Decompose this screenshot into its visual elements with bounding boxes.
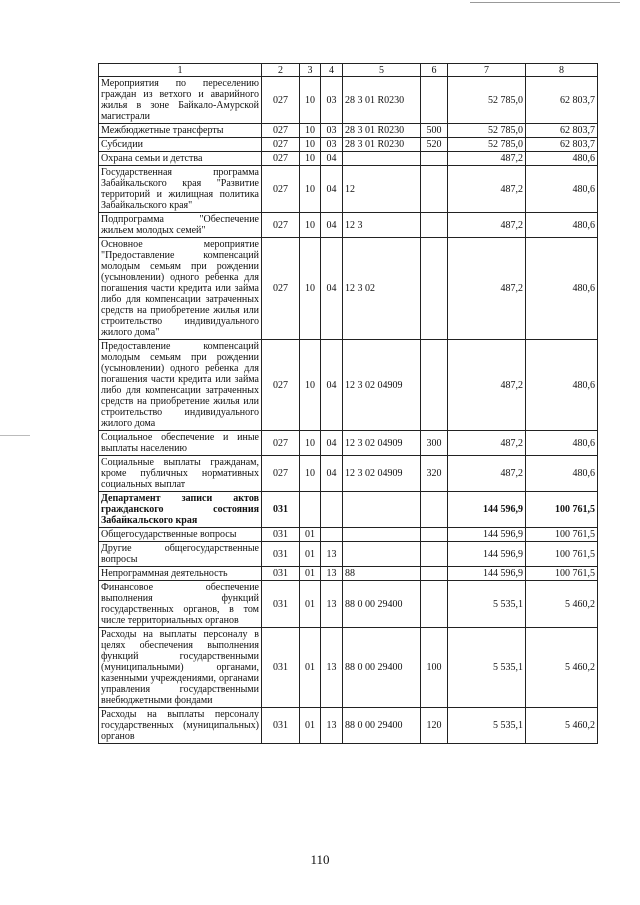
- table-row: [99, 528, 598, 542]
- row-name-cell: Социальные выплаты гражданам, кроме публичных нормативных социальных выплат: [99, 456, 262, 492]
- subsection-code-cell: 13: [321, 542, 343, 567]
- ved-code-cell: 027: [262, 456, 300, 492]
- ved-code-cell: 031: [262, 628, 300, 708]
- section-code-cell: 10: [300, 456, 321, 492]
- ved-code-cell: 027: [262, 166, 300, 213]
- subsection-code-cell: 04: [321, 166, 343, 213]
- header-cell: 1: [99, 64, 262, 77]
- amount-year1-cell: 52 785,0: [448, 77, 526, 124]
- target-article-cell: 12: [343, 166, 421, 213]
- header-cell: 3: [300, 64, 321, 77]
- table-row: [99, 238, 598, 340]
- amount-year2-cell: 480,6: [526, 238, 598, 340]
- subsection-code-cell: 04: [321, 456, 343, 492]
- table-header-row: [99, 64, 598, 77]
- page-number: 110: [310, 852, 330, 867]
- target-article-cell: 12 3: [343, 213, 421, 238]
- row-name-cell: Расходы на выплаты персоналу в целях обеспечения выполнения функций государственными (муниципальными) органами, казенными учреждениями, органами управления государственными внебюджетными фондами: [99, 628, 262, 708]
- scan-edge-mark: [0, 435, 30, 436]
- expense-type-cell: 100: [421, 628, 448, 708]
- section-code-cell: 10: [300, 124, 321, 138]
- ved-code-cell: 027: [262, 238, 300, 340]
- expense-type-cell: [421, 528, 448, 542]
- ved-code-cell: 031: [262, 542, 300, 567]
- table-row: [99, 340, 598, 431]
- amount-year2-cell: 480,6: [526, 166, 598, 213]
- row-name-cell: Другие общегосударственные вопросы: [99, 542, 262, 567]
- amount-year2-cell: 480,6: [526, 152, 598, 166]
- ved-code-cell: 027: [262, 152, 300, 166]
- subsection-code-cell: 04: [321, 431, 343, 456]
- section-code-cell: 10: [300, 238, 321, 340]
- amount-year1-cell: 487,2: [448, 152, 526, 166]
- target-article-cell: 28 3 01 R0230: [343, 138, 421, 152]
- amount-year2-cell: 5 460,2: [526, 581, 598, 628]
- amount-year2-cell: 5 460,2: [526, 628, 598, 708]
- amount-year2-cell: 5 460,2: [526, 708, 598, 744]
- amount-year1-cell: 144 596,9: [448, 567, 526, 581]
- amount-year2-cell: 100 761,5: [526, 492, 598, 528]
- target-article-cell: 88 0 00 29400: [343, 708, 421, 744]
- row-name-cell: Субсидии: [99, 138, 262, 152]
- section-code-cell: [300, 492, 321, 528]
- amount-year2-cell: 480,6: [526, 340, 598, 431]
- row-name-cell: Социальное обеспечение и иные выплаты населению: [99, 431, 262, 456]
- row-name-cell: Финансовое обеспечение выполнения функций государственных органов, в том числе территориальных органов: [99, 581, 262, 628]
- target-article-cell: 12 3 02: [343, 238, 421, 340]
- section-code-cell: 01: [300, 581, 321, 628]
- subsection-code-cell: 13: [321, 581, 343, 628]
- expense-type-cell: [421, 166, 448, 213]
- subsection-code-cell: [321, 492, 343, 528]
- amount-year2-cell: 480,6: [526, 431, 598, 456]
- header-cell: 2: [262, 64, 300, 77]
- section-code-cell: 10: [300, 166, 321, 213]
- header-cell: 5: [343, 64, 421, 77]
- ved-code-cell: 027: [262, 138, 300, 152]
- ved-code-cell: 027: [262, 213, 300, 238]
- ved-code-cell: 031: [262, 492, 300, 528]
- table-row: [99, 124, 598, 138]
- amount-year1-cell: 487,2: [448, 166, 526, 213]
- ved-code-cell: 031: [262, 528, 300, 542]
- amount-year2-cell: 480,6: [526, 213, 598, 238]
- section-code-cell: 10: [300, 340, 321, 431]
- table-row: [99, 581, 598, 628]
- row-name-cell: Подпрограмма "Обеспечение жильем молодых семей": [99, 213, 262, 238]
- target-article-cell: [343, 542, 421, 567]
- amount-year1-cell: 144 596,9: [448, 492, 526, 528]
- table-row: [99, 492, 598, 528]
- subsection-code-cell: [321, 528, 343, 542]
- subsection-code-cell: 04: [321, 238, 343, 340]
- section-code-cell: 10: [300, 138, 321, 152]
- amount-year2-cell: 480,6: [526, 456, 598, 492]
- target-article-cell: [343, 492, 421, 528]
- header-cell: 4: [321, 64, 343, 77]
- subsection-code-cell: 04: [321, 213, 343, 238]
- header-cell: 8: [526, 64, 598, 77]
- row-name-cell: Предоставление компенсаций молодым семьям при рождении (усыновлении) одного ребенка для погашения части кредита или займа либо для компенсации затраченных средств на приобретение жилья или строительство индивидуального жилого дома: [99, 340, 262, 431]
- target-article-cell: 88 0 00 29400: [343, 628, 421, 708]
- target-article-cell: 88 0 00 29400: [343, 581, 421, 628]
- expense-type-cell: [421, 340, 448, 431]
- subsection-code-cell: 13: [321, 567, 343, 581]
- header-cell: 7: [448, 64, 526, 77]
- section-code-cell: 10: [300, 77, 321, 124]
- section-code-cell: 10: [300, 152, 321, 166]
- expense-type-cell: [421, 238, 448, 340]
- amount-year1-cell: 52 785,0: [448, 138, 526, 152]
- subsection-code-cell: 03: [321, 77, 343, 124]
- target-article-cell: 88: [343, 567, 421, 581]
- row-name-cell: Основное мероприятие "Предоставление компенсаций молодым семьям при рождении (усыновлении) одного ребенка для погашения части кредита или займа либо для компенсации затраченных средств на приобретение жилья или строительство индивидуального жилого дома": [99, 238, 262, 340]
- target-article-cell: 12 3 02 04909: [343, 340, 421, 431]
- ved-code-cell: 031: [262, 708, 300, 744]
- table-row: [99, 628, 598, 708]
- target-article-cell: [343, 152, 421, 166]
- table-row: [99, 431, 598, 456]
- ved-code-cell: 031: [262, 581, 300, 628]
- amount-year2-cell: 100 761,5: [526, 528, 598, 542]
- subsection-code-cell: 04: [321, 152, 343, 166]
- expense-type-cell: [421, 542, 448, 567]
- ved-code-cell: 027: [262, 77, 300, 124]
- row-name-cell: Департамент записи актов гражданского состояния Забайкальского края: [99, 492, 262, 528]
- table-row: [99, 152, 598, 166]
- section-code-cell: 10: [300, 431, 321, 456]
- section-code-cell: 01: [300, 708, 321, 744]
- row-name-cell: Мероприятия по переселению граждан из ветхого и аварийного жилья в зоне Байкало-Амурской магистрали: [99, 77, 262, 124]
- section-code-cell: 01: [300, 628, 321, 708]
- table-row: [99, 456, 598, 492]
- expense-type-cell: 520: [421, 138, 448, 152]
- table-row: [99, 77, 598, 124]
- amount-year2-cell: 62 803,7: [526, 77, 598, 124]
- ved-code-cell: 027: [262, 124, 300, 138]
- row-name-cell: Общегосударственные вопросы: [99, 528, 262, 542]
- header-cell: 6: [421, 64, 448, 77]
- expense-type-cell: [421, 77, 448, 124]
- expense-type-cell: 500: [421, 124, 448, 138]
- row-name-cell: Расходы на выплаты персоналу государственных (муниципальных) органов: [99, 708, 262, 744]
- expense-type-cell: [421, 213, 448, 238]
- ved-code-cell: 027: [262, 340, 300, 431]
- target-article-cell: 28 3 01 R0230: [343, 124, 421, 138]
- target-article-cell: 28 3 01 R0230: [343, 77, 421, 124]
- row-name-cell: Государственная программа Забайкальского края "Развитие территорий и жилищная политика Забайкальского края": [99, 166, 262, 213]
- expense-type-cell: [421, 152, 448, 166]
- table-row: [99, 166, 598, 213]
- expense-type-cell: [421, 492, 448, 528]
- ved-code-cell: 027: [262, 431, 300, 456]
- amount-year2-cell: 62 803,7: [526, 124, 598, 138]
- ved-code-cell: 031: [262, 567, 300, 581]
- budget-table: [98, 63, 598, 744]
- target-article-cell: 12 3 02 04909: [343, 456, 421, 492]
- table-body: [99, 77, 598, 744]
- amount-year1-cell: 144 596,9: [448, 542, 526, 567]
- amount-year1-cell: 5 535,1: [448, 581, 526, 628]
- amount-year1-cell: 487,2: [448, 431, 526, 456]
- amount-year1-cell: 52 785,0: [448, 124, 526, 138]
- subsection-code-cell: 13: [321, 628, 343, 708]
- table-row: [99, 567, 598, 581]
- table-row: [99, 213, 598, 238]
- amount-year2-cell: 100 761,5: [526, 567, 598, 581]
- expense-type-cell: 300: [421, 431, 448, 456]
- amount-year1-cell: 5 535,1: [448, 628, 526, 708]
- subsection-code-cell: 04: [321, 340, 343, 431]
- subsection-code-cell: 03: [321, 138, 343, 152]
- amount-year1-cell: 487,2: [448, 340, 526, 431]
- table-row: [99, 708, 598, 744]
- expense-type-cell: [421, 581, 448, 628]
- amount-year1-cell: 5 535,1: [448, 708, 526, 744]
- target-article-cell: 12 3 02 04909: [343, 431, 421, 456]
- subsection-code-cell: 03: [321, 124, 343, 138]
- amount-year1-cell: 144 596,9: [448, 528, 526, 542]
- amount-year2-cell: 62 803,7: [526, 138, 598, 152]
- row-name-cell: Охрана семьи и детства: [99, 152, 262, 166]
- section-code-cell: 01: [300, 528, 321, 542]
- amount-year2-cell: 100 761,5: [526, 542, 598, 567]
- target-article-cell: [343, 528, 421, 542]
- table-row: [99, 138, 598, 152]
- subsection-code-cell: 13: [321, 708, 343, 744]
- expense-type-cell: 120: [421, 708, 448, 744]
- expense-type-cell: [421, 567, 448, 581]
- amount-year1-cell: 487,2: [448, 456, 526, 492]
- scan-edge-mark: [470, 2, 620, 3]
- amount-year1-cell: 487,2: [448, 238, 526, 340]
- section-code-cell: 01: [300, 567, 321, 581]
- row-name-cell: Непрограммная деятельность: [99, 567, 262, 581]
- expense-type-cell: 320: [421, 456, 448, 492]
- amount-year1-cell: 487,2: [448, 213, 526, 238]
- table-row: [99, 542, 598, 567]
- row-name-cell: Межбюджетные трансферты: [99, 124, 262, 138]
- section-code-cell: 10: [300, 213, 321, 238]
- section-code-cell: 01: [300, 542, 321, 567]
